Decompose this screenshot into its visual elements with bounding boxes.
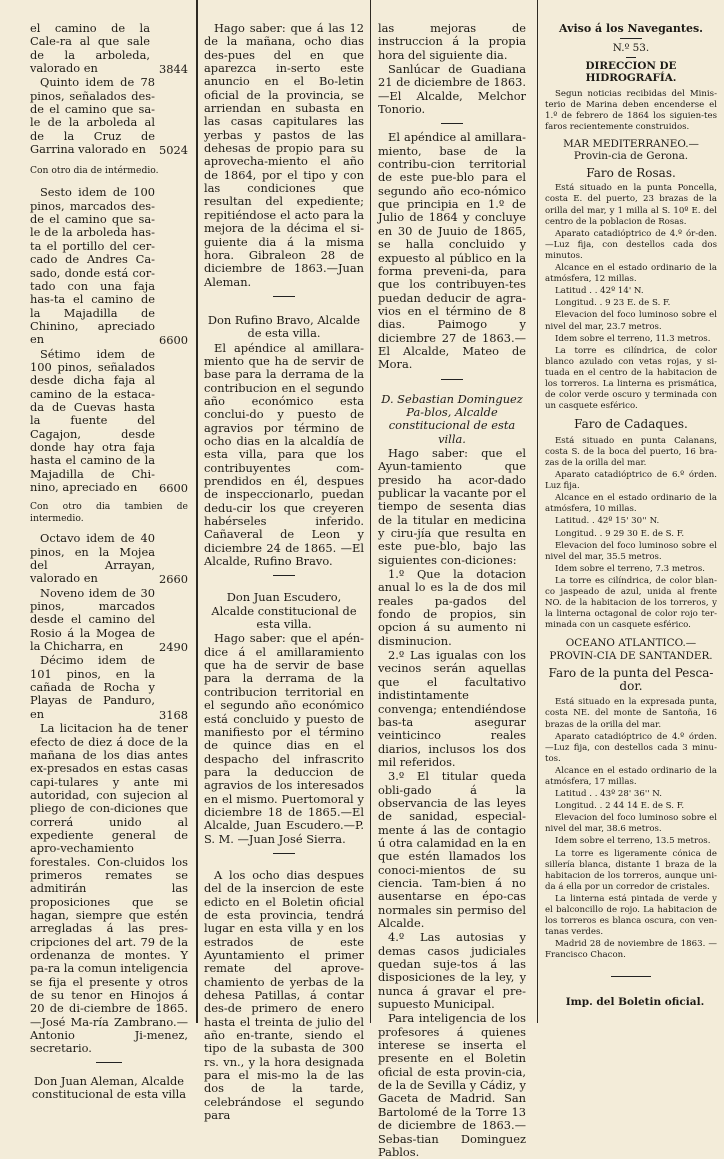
lighthouse-detail: Alcance en el estado ordinario de la atmósfera, 17 millas. (545, 765, 717, 787)
lighthouse-title: Faro de la punta del Pesca-dor. (548, 666, 714, 693)
lighthouse-detail: La torre es cilíndrica, de color blan-co jaspeado de azul, unida al frente NO. de la habitacion de los torreros, y la linterna octagonal de color rojo ter-minada con un casquete esférico. (545, 575, 717, 631)
notice-closing: Para inteligencia de los profesores á quienes interese se inserta el presente en el Boletin oficial de esta provin-cia, de la de Sevilla y Cádiz, y Gaceta de Madrid. San Bartolomé de la Torre 13 de diciembre de 1863.—Sebas-tian Dominguez Pablos. (378, 1011, 526, 1159)
lot-value: 2490 (159, 640, 188, 655)
lot-entry (30, 186, 188, 347)
notice-body: El apéndice al amillara-miento que ha de servir de base para la derrama de la contribucion en el segundo año económico esta conclui-do y puesto de agravios por término de ocho dias en la alcaldía de esta villa, para que los contribuyentes com-prendidos en él, despues de inspeccionarlo, puedan dedu-cir los que creyeren habérseles inferido. Cañaveral de Leon y diciembre 24 de 1865. —El Alcalde, Rufino Bravo. (204, 340, 364, 569)
auction-notice: La licitacion ha de tener efecto de diez á doce de la mañana de los dias antes ex-presados en estas casas capi-tulares y ante mi autoridad, con sujecion al pliego de con-diciones que correrá unido al expediente general de apro-vechamiento forestales. Con-cluidos los primeros remates se admitirán las proposiciones que se hagan, siempre que estén arregladas á las pres-cripciones del art. 79 de la ordenanza de montes. Y pa-ra la comun inteligencia se fija el presente y otros de su tenor en Hinojos á 20 de di-ciembre de 1865.—José Ma-ría Zambrano.—Antonio Ji-menez, secretario. (30, 721, 188, 1056)
lighthouse-detail: Idem sobre el terreno, 13.5 metros. (555, 836, 711, 847)
lot-text: Octavo idem de 40 pinos, en la Mojea del Arrayan, valorado en (30, 531, 155, 586)
lighthouse-detail: Elevacion del foco luminoso sobre el nivel del mar, 35.5 metros. (545, 540, 717, 562)
lighthouse-detail: Alcance en el estado ordinario de la atmósfera, 10 millas. (545, 493, 717, 515)
notice-heading: Don Juan Escudero, Alcalde constitucional de esta villa. (211, 590, 357, 632)
lighthouse-detail: Aparato catadióptrico de 6.º órden. Luz fija. (545, 470, 717, 492)
divider (620, 38, 642, 39)
lot-value: 3844 (159, 62, 188, 77)
lot-text: Décimo idem de 101 pinos, en la cañada de Rocha y Playas de Panduro, en (30, 653, 155, 721)
department-heading: DIRECCION DE HIDROGRAFÍA. (585, 59, 677, 84)
lot-text: Sétimo idem de 100 pinos, señalados desde dicha faja al camino de la estaca-da de Cuevas hasta la fuente del Cagajon, desde donde hay otra faja hasta el camino de la Majadilla de Chi-nino, apreciado en (30, 346, 155, 494)
region-heading: MAR MEDITERRANEO.—Provin-cia de Gerona. (563, 137, 699, 163)
lighthouse-longitude: Longitud. . 9 23 E. de S. F. (555, 298, 671, 309)
lot-value: 6600 (159, 481, 188, 495)
region-heading: OCEANO ATLANTICO.—PROVIN-CIA DE SANTANDER. (549, 637, 713, 662)
lot-text: Noveno idem de 30 pinos, marcados desde el camino del Rosio á la Mogea de la Chicharra, en (30, 585, 155, 654)
lighthouse-detail: La torre es ligeramente cónica de sillería blanca, distante 1 braza de la habitacion de los torreros, aunque uni-da á ella por un corredor de cristales. (545, 848, 717, 892)
lighthouse-title: Faro de Cadaques. (574, 417, 688, 432)
lighthouse-detail: La torre es cilíndrica, de color blanco azulado con vetas rojas, y si-tuada en el centro de la habitacion de los torreros. La linterna es prismática, de color verde oscuro y terminada con un casquete esférico. (545, 345, 717, 412)
lot-value: 2660 (159, 572, 188, 587)
condition-4: 4.º Las autosias y demas casos judiciales quedan suje-tos á las disposiciones de la ley, y nunca á gravar el pre-supuesto Municipal. (378, 930, 526, 1012)
notice-body: A los ocho dias despues del de la insercion de este edicto en el Boletin oficial de esta provincia, tendrá lugar en esta villa y en los estrados de este Ayuntamiento el primer remate del aprove-chamiento de yerbas de la dehesa Patillas, á contar des-de primero de enero hasta el treinta de julio del año en-trante, siendo el tipo de la subasta de 300 rs. vn., y la hora designada para el mis-mo la de las dos de la tarde, celebrándose el segundo para (204, 867, 364, 1123)
lot-entry (30, 348, 188, 496)
lot-value: 5024 (159, 143, 188, 158)
lot-value: 3168 (159, 707, 188, 722)
column-rule-2 (370, 0, 371, 1023)
divider (626, 57, 636, 58)
lot-entry (30, 76, 188, 157)
notice-signature: Sanlúcar de Guadiana 21 de diciembre de 1863.—El Alcalde, Melchor Tonorio. (378, 62, 526, 117)
notice-body: las mejoras de instruccion á la propia hora del siguiente dia. (378, 21, 526, 62)
column-rule-3 (537, 0, 538, 1023)
divider (441, 123, 463, 124)
divider (273, 575, 295, 576)
condition-3: 3.º El titular queda obli-gado á la observancia de las leyes de sanidad, especial-mente á las de contagio ú otra calamidad en la en que estén llamados los conoci-mientos de su ciencia. Tam-bien á no ausentarse en épo-cas normales sin permiso del Alcalde. (378, 769, 526, 930)
column-rule-1 (196, 0, 198, 1023)
lighthouse-detail: La linterna está pintada de verde y el balconcillo de rojo. La habitacion de los torreros es blanca oscura, con ven-tanas verdes. (545, 893, 717, 938)
column-2 (204, 21, 364, 1123)
notice-heading: Don Juan Aleman, Alcalde constitucional de esta villa (31, 1073, 187, 1102)
condition-2: 2.º Las igualas con los vecinos serán aquellas que el facultativo indistintamente convenga; entendiéndose bas-ta asegurar veinticinco reales diarios, inclusos los dos mil referidos. (378, 648, 526, 769)
divider (441, 379, 463, 380)
lot-text: el camino de la Cale-ra al que sale de la arboleda, valorado en (30, 21, 150, 76)
lighthouse-detail: Aparato catadióptrico de 4.º ór-den.—Luz fija, con destellos cada dos minutos. (545, 228, 717, 261)
lighthouse-detail: Está situado en la punta Poncella, costa E. del puerto, 23 brazas de la orilla del mar, y 1 milla al S. 10º E. del centro de la poblacion de Rosas. (545, 183, 717, 227)
lighthouse-detail: Elevacion del foco luminoso sobre el nivel del mar, 38.6 metros. (545, 813, 717, 835)
condition-1: 1.º Que la dotacion anual lo es la de dos mil reales pa-gados del fondo de propios, sin opcion á su aumento ni disminucion. (378, 567, 526, 648)
lighthouse-title: Faro de Rosas. (586, 165, 676, 180)
intro-text: Segun noticias recibidas del Minis-terio de Marina deben encenderse el 1.º de febrero de 1864 los siguien-tes faros recientemente construidos. (545, 88, 717, 132)
lot-text: Sesto idem de 100 pinos, marcados des-de el camino que sa-le de la arboleda has-ta el portillo del cer-cado de Andres Ca-sado, donde está cor-tado con una faja has-ta el camino de la Majadilla de Chinino, apreciado en (30, 185, 155, 347)
notice-body: Hago saber: que el Ayun-tamiento que presido ha acor-dado publicar la vacante por el tiempo de sesenta dias de la titular en medicina y ciru-jía que resulta en este pue-blo, bajo las siguientes con-diciones: (378, 445, 526, 567)
divider (611, 976, 651, 977)
lighthouse-latitude: Latitud . . 43º 28' 36'' N. (555, 789, 663, 800)
notice-body: El apéndice al amillara-miento, base de la contribu-cion territorial de este pue-blo para el segundo año eco-nómico que principia en 1.º de Julio de 1864 y concluye en 30 de Juuio de 1865, se halla concluido y expuesto al público en la forma preveni-da, para que los contribuyen-tes puedan deducir de agra-vios en el término de 8 dias. Paimogo y diciembre 27 de 1863.—El Alcalde, Mateo de Mora. (378, 130, 526, 372)
lighthouse-longitude: Longitud. . 9 29 30 E. de S. F. (555, 528, 685, 539)
notice-number: N.º 53. (612, 42, 650, 54)
notice-heading: Don Rufino Bravo, Alcalde de esta villa. (207, 312, 361, 341)
notice-body: Hago saber: que el apén-dice á el amillaramiento que ha de servir de base para la derrama de la contribucion territorial en el segundo año económico está concluido y puesto de manifiesto por el término de quince dias en el despacho del infrascrito para la deduccion de agravios de los interesados en el mismo. Puertomoral y diciembre 18 de 1865.—El Alcalde, Juan Escudero.—P. S. M. —Juan José Sierra. (204, 631, 364, 846)
divider (273, 853, 295, 854)
lighthouse-detail: Idem sobre el terreno, 11.3 metros. (555, 333, 711, 344)
notice-body: Hago saber: que á las 12 de la mañana, ocho dias des-pues del en que aparezca in-serto este anuncio en el Bo-letin oficial de la provincia, se arriendan en subasta en las casas capitulares las yerbas y pastos de las dehesas de propio para su aprovecha-miento el año de 1864, por el tipo y con las condiciones que resultan del expediente; repitiéndose el acto para la mejora de la décima el si-guiente dia á la misma hora. Gibraleon 28 de diciembre de 1863.—Juan Aleman. (204, 21, 364, 289)
lot-value: 6600 (159, 333, 188, 348)
column-4 (545, 22, 717, 1022)
interval-note: Con otro dia de intérmedio. (30, 165, 159, 177)
lot-entry (30, 587, 188, 655)
lighthouse-longitude: Longitud. . 2 44 14 E. de S. F. (555, 801, 685, 812)
lot-entry (30, 532, 188, 586)
printer-imprint: Imp. del Boletin oficial. (565, 996, 705, 1008)
divider (273, 296, 295, 297)
lot-text: Quinto idem de 78 pinos, señalados des-de el camino que sa-le de la arboleda al de la Cruz de Garrina valorado en (30, 75, 155, 157)
lighthouse-detail: Idem sobre el terreno, 7.3 metros. (555, 563, 705, 574)
lot-entry (30, 654, 188, 722)
interval-note: Con otro dia tambien de intermedio. (30, 501, 188, 525)
notice-signature: Madrid 28 de noviembre de 1863. —Francisco Chacon. (545, 939, 717, 961)
lighthouse-detail: Alcance en el estado ordinario de la atmósfera, 12 millas. (545, 263, 717, 285)
lighthouse-latitude: Latitud . . 42º 14' N. (555, 286, 644, 297)
lot-entry (30, 22, 188, 76)
section-title: Aviso á los Navegantes. (558, 22, 703, 35)
lighthouse-latitude: Latitud. . 42º 15' 30'' N. (555, 516, 660, 527)
notice-heading: D. Sebastian Dominguez Pa-blos, Alcalde constitucional de esta villa. (381, 391, 523, 446)
lighthouse-detail: Está situado en punta Calanans, costa S. de la boca del puerto, 16 bra-zas de la orilla del mar. (545, 435, 717, 468)
lighthouse-detail: Elevacion del foco luminoso sobre el nivel del mar, 23.7 metros. (545, 310, 717, 332)
lighthouse-detail: Aparato catadióptrico de 4.º órden. —Luz fija, con destellos cada 3 minu-tos. (545, 731, 717, 764)
divider (96, 1062, 122, 1063)
lighthouse-detail: Está situado en la expresada punta, costa NE. del monte de Santoña, 16 brazas de la orilla del mar. (545, 697, 717, 730)
column-1 (30, 21, 188, 1102)
column-3 (378, 21, 526, 1159)
